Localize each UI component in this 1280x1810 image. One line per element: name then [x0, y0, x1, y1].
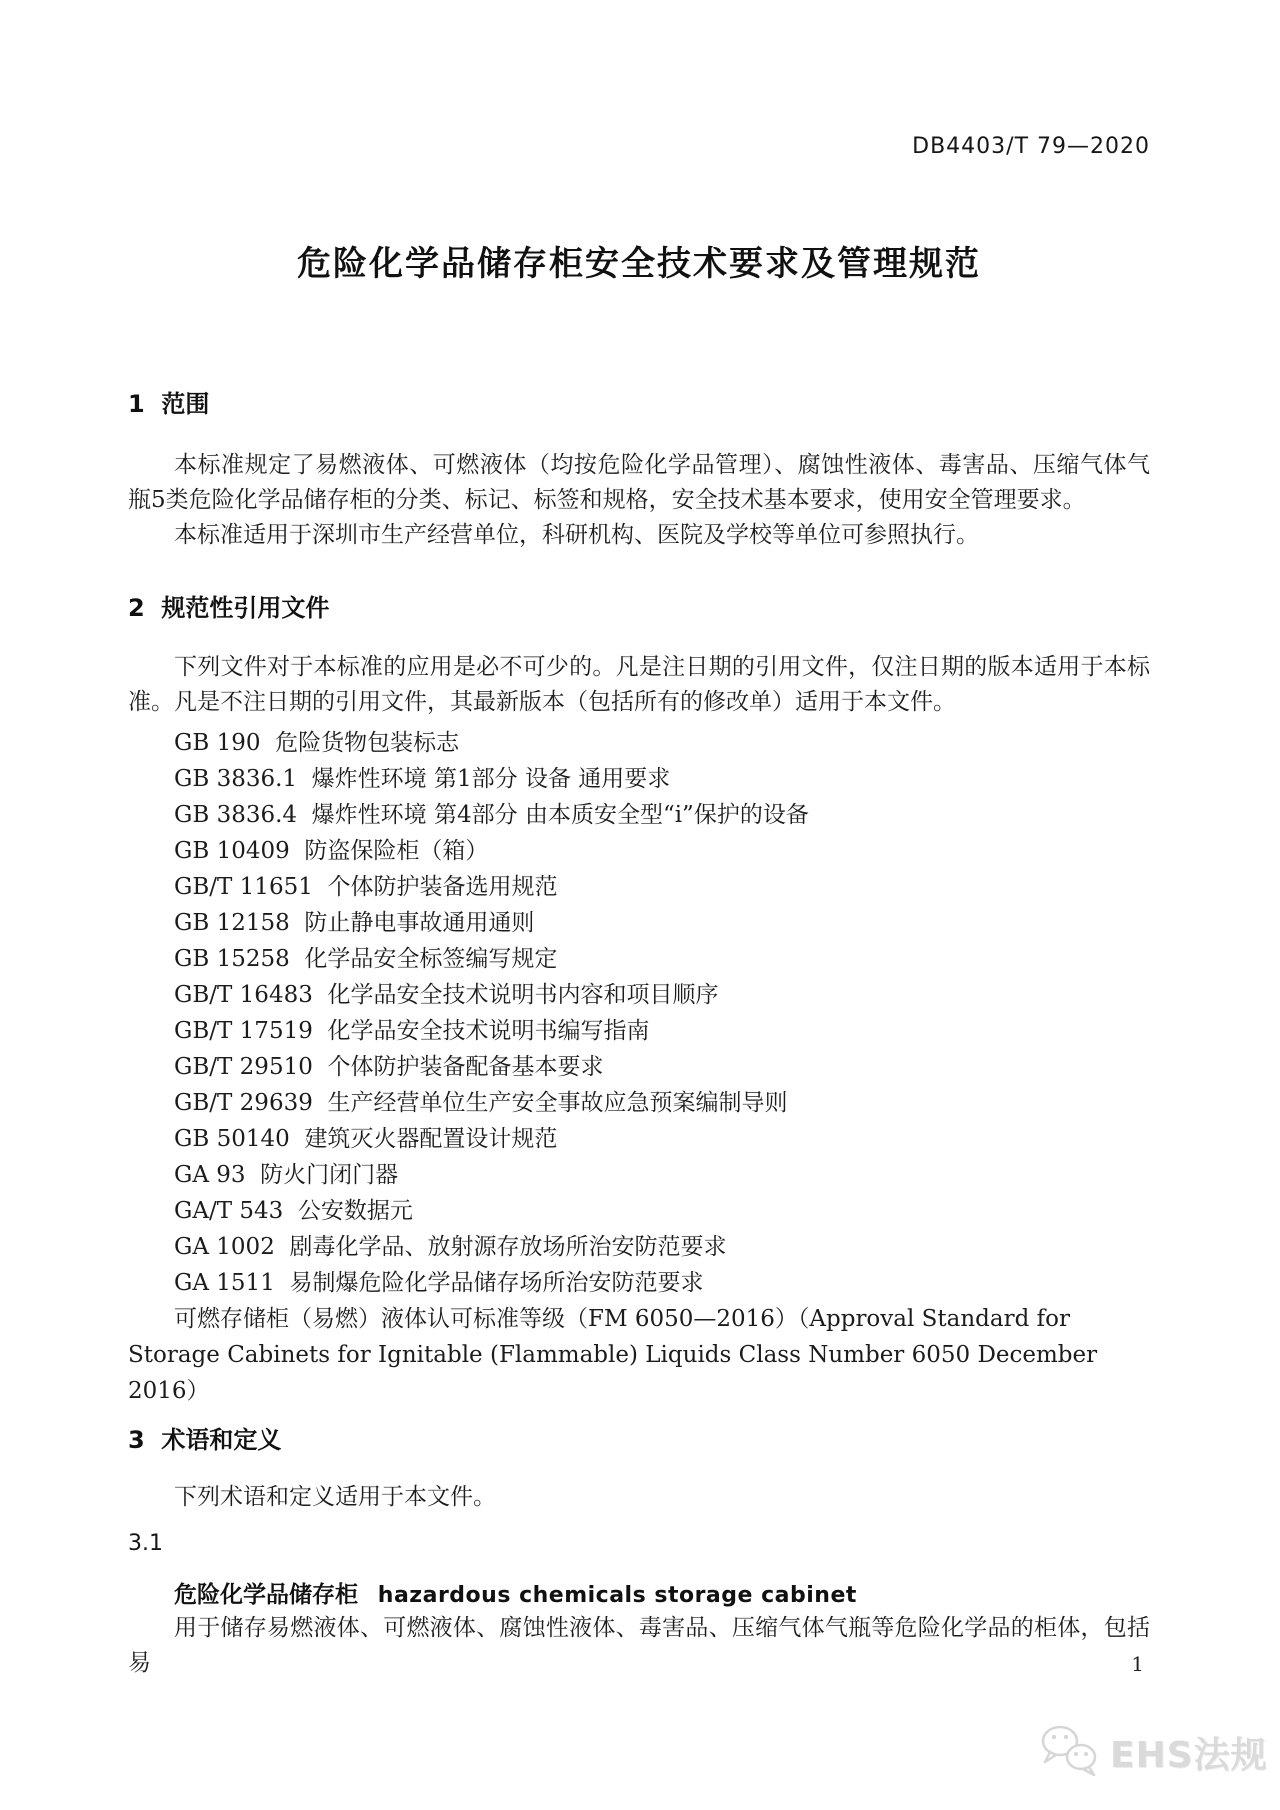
watermark-label: EHS法规	[1110, 1734, 1268, 1776]
reference-item: GB 3836.1 爆炸性环境 第1部分 设备 通用要求	[174, 766, 671, 792]
reference-item: GB/T 16483 化学品安全技术说明书内容和项目顺序	[174, 982, 719, 1008]
standard-code-header: DB4403/T 79—2020	[912, 134, 1150, 159]
reference-item: GB 12158 防止静电事故通用通则	[174, 910, 535, 936]
reference-item: GB 190 危险货物包装标志	[174, 730, 460, 756]
section-2-heading: 2 规范性引用文件	[128, 594, 330, 622]
section-1-paragraph-2: 本标准适用于深圳市生产经营单位，科研机构、医院及学校等单位可参照执行。	[174, 522, 979, 548]
term-english: hazardous chemicals storage cabinet	[377, 1583, 857, 1608]
wechat-icon	[1038, 1724, 1100, 1780]
term-definition-text: 用于储存易燃液体、可燃液体、腐蚀性液体、毒害品、压缩气体气瓶等危险化学品的柜体，包括易	[128, 1615, 1150, 1676]
section-3-intro-paragraph: 下列术语和定义适用于本文件。	[174, 1484, 496, 1510]
reference-item: GA/T 543 公安数据元	[174, 1198, 413, 1224]
reference-item: GB/T 11651 个体防护装备选用规范	[174, 874, 558, 900]
reference-item: 可燃存储柜（易燃）液体认可标准等级（FM 6050—2016）（Approval Standard for Storage Cabinets for Ignitable (Flammable) Liquids Class Number 6050 December 2016）	[128, 1306, 1105, 1404]
section-1-heading: 1 范围	[128, 390, 210, 418]
reference-item: GB 3836.4 爆炸性环境 第4部分 由本质安全型“i”保护的设备	[174, 802, 809, 828]
section-2-intro-paragraph: 下列文件对于本标准的应用是必不可少的。凡是注日期的引用文件，仅注日期的版本适用于本标准。凡是不注日期的引用文件，其最新版本（包括所有的修改单）适用于本文件。	[128, 654, 1150, 715]
term-definition-line	[128, 1576, 1196, 1609]
term-chinese: 危险化学品储存柜	[174, 1582, 358, 1608]
reference-item: GB 15258 化学品安全标签编写规定	[174, 946, 558, 972]
reference-item: GB/T 29639 生产经营单位生产安全事故应急预案编制导则	[174, 1090, 788, 1116]
clause-number-3-1: 3.1	[128, 1531, 163, 1556]
page-number: 1	[1131, 1652, 1144, 1676]
reference-item: GB/T 17519 化学品安全技术说明书编写指南	[174, 1018, 650, 1044]
publisher-watermark	[1038, 1724, 1268, 1780]
reference-item: GA 93 防火门闭门器	[174, 1162, 399, 1188]
section-1-paragraph-1: 本标准规定了易燃液体、可燃液体（均按危险化学品管理）、腐蚀性液体、毒害品、压缩气体气瓶5类危险化学品储存柜的分类、标记、标签和规格，安全技术基本要求，使用安全管理要求。	[128, 452, 1150, 513]
reference-item: GB 10409 防盗保险柜（箱）	[174, 838, 489, 864]
normative-references-list	[128, 725, 1150, 1409]
document-title: 危险化学品储存柜安全技术要求及管理规范	[297, 244, 981, 284]
reference-item: GA 1002 剧毒化学品、放射源存放场所治安防范要求	[174, 1234, 727, 1260]
reference-item: GB 50140 建筑灭火器配置设计规范	[174, 1126, 558, 1152]
reference-item: GB/T 29510 个体防护装备配备基本要求	[174, 1054, 604, 1080]
reference-item: GA 1511 易制爆危险化学品储存场所治安防范要求	[174, 1270, 704, 1296]
section-3-heading: 3 术语和定义	[128, 1426, 282, 1454]
